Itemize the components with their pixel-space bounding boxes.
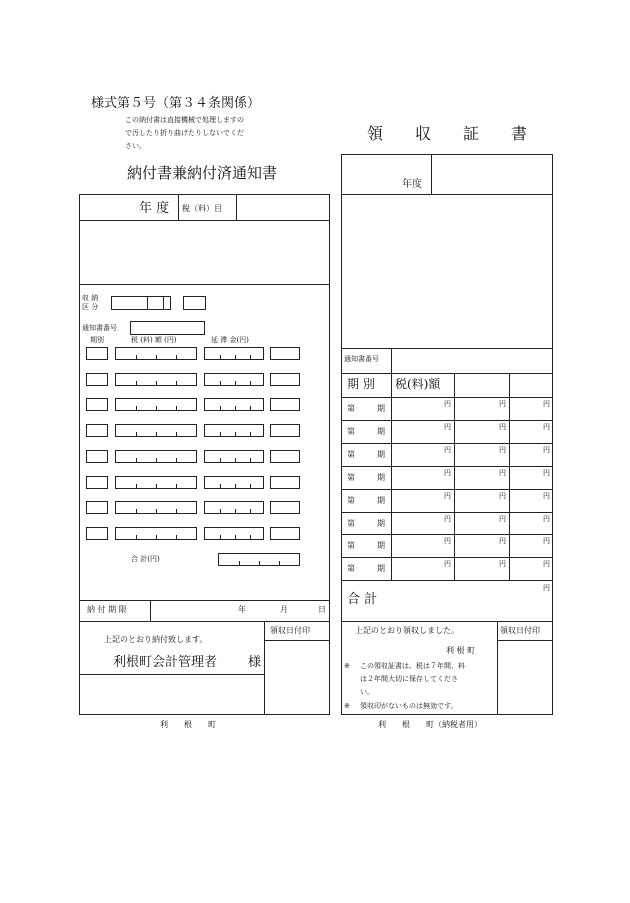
nofu-hi: 日 [318, 605, 326, 614]
period-yen-2: 円 [499, 446, 506, 454]
period-ki: 期 [377, 564, 385, 573]
period-dai: 第 [347, 427, 355, 436]
row-6-field-1[interactable] [86, 476, 108, 489]
row-3-field-3[interactable] [204, 398, 264, 411]
note1-line-2: は２年間大切に保存してくださ [360, 675, 458, 683]
row-6-field-4[interactable] [270, 476, 300, 489]
period-dai: 第 [347, 564, 355, 573]
row-8-field-1[interactable] [86, 527, 108, 540]
period-ki: 期 [377, 450, 385, 459]
row-5-field-2[interactable] [115, 450, 197, 463]
right-gokei: 合 計 [347, 592, 378, 607]
left-tsuchisho-label: 通知書番号 [82, 324, 117, 332]
period-yen-3: 円 [543, 492, 550, 500]
period-yen-3: 円 [543, 537, 550, 545]
row-7-field-3[interactable] [204, 501, 264, 514]
period-dai: 第 [347, 473, 355, 482]
row-7-field-2[interactable] [115, 501, 197, 514]
note2-mark: ※ [344, 702, 350, 710]
col-entaikin: 延 滞 金(円) [211, 336, 249, 344]
period-yen-2: 円 [499, 469, 506, 477]
row-4-field-3[interactable] [204, 424, 264, 437]
form-number: 様式第５号（第３４条関係） [91, 96, 261, 111]
shuno-kubun-field-2[interactable] [183, 296, 206, 310]
period-yen-1: 円 [444, 492, 451, 500]
right-zeigaku: 税(料)額 [395, 377, 441, 391]
row-3-field-4[interactable] [270, 398, 300, 411]
period-yen-3: 円 [543, 400, 550, 408]
period-yen-2: 円 [499, 515, 506, 523]
period-yen-2: 円 [499, 423, 506, 431]
col-kibetsu: 期別 [90, 336, 104, 344]
period-yen-1: 円 [444, 469, 451, 477]
period-yen-1: 円 [444, 537, 451, 545]
right-nendo: 年度 [402, 179, 422, 190]
period-yen-1: 円 [444, 400, 451, 408]
note1-line-3: い。 [360, 688, 374, 696]
row-1-field-3[interactable] [204, 347, 264, 360]
row-1-field-1[interactable] [86, 347, 108, 360]
row-2-field-2[interactable] [115, 373, 197, 386]
gokei-field[interactable] [218, 553, 300, 566]
nofu-tsuki: 月 [280, 605, 288, 614]
kaikei-kanrisha: 利根町会計管理者 [113, 655, 218, 670]
sama: 様 [248, 655, 262, 670]
period-yen-1: 円 [444, 515, 451, 523]
row-2-field-3[interactable] [204, 373, 264, 386]
left-footer: 利 根 町 [160, 720, 216, 729]
row-2-field-1[interactable] [86, 373, 108, 386]
period-yen-3: 円 [543, 446, 550, 454]
col-zeigaku: 税 (料) 額 (円) [131, 336, 177, 344]
right-footer: 利 根 町（納税者用） [378, 720, 482, 729]
period-ki: 期 [377, 496, 385, 505]
left-statement: 上記のとおり納付致します。 [104, 635, 208, 644]
left-nendo: 年 度 [139, 201, 170, 216]
period-dai: 第 [347, 450, 355, 459]
period-yen-1: 円 [444, 423, 451, 431]
row-5-field-3[interactable] [204, 450, 264, 463]
row-3-field-2[interactable] [115, 398, 197, 411]
period-yen-1: 円 [444, 446, 451, 454]
period-yen-1: 円 [444, 560, 451, 568]
shuno-kubun-field[interactable] [111, 296, 171, 310]
shuno-kubun-2: 区 分 [82, 303, 99, 311]
row-8-field-4[interactable] [270, 527, 300, 540]
right-gokei-yen: 円 [543, 584, 550, 592]
note1-mark: ※ [344, 662, 350, 670]
note-line-1: この納付書は直接機械で処理しますの [125, 116, 244, 124]
row-4-field-2[interactable] [115, 424, 197, 437]
period-dai: 第 [347, 496, 355, 505]
period-ki: 期 [377, 404, 385, 413]
period-dai: 第 [347, 519, 355, 528]
period-dai: 第 [347, 404, 355, 413]
right-statement: 上記のとおり領収しました。 [355, 626, 459, 635]
period-yen-3: 円 [543, 423, 550, 431]
period-ki: 期 [377, 519, 385, 528]
nofu-nen: 年 [238, 605, 246, 614]
period-yen-2: 円 [499, 492, 506, 500]
row-5-field-4[interactable] [270, 450, 300, 463]
left-zeimoku: 税（料）目 [182, 204, 222, 213]
period-yen-2: 円 [499, 400, 506, 408]
row-8-field-3[interactable] [204, 527, 264, 540]
note1-line-1: この領収証書は、税は７年間、料 [360, 662, 465, 670]
right-title: 領 収 証 書 [367, 124, 528, 143]
row-2-field-4[interactable] [270, 373, 300, 386]
row-1-field-4[interactable] [270, 347, 300, 360]
row-4-field-1[interactable] [86, 424, 108, 437]
row-6-field-2[interactable] [115, 476, 197, 489]
left-title: 納付書兼納付済通知書 [127, 164, 278, 182]
tsuchisho-number-field[interactable] [130, 321, 205, 335]
left-gokei: 合 計(円) [131, 555, 160, 563]
row-5-field-1[interactable] [86, 450, 108, 463]
row-4-field-4[interactable] [270, 424, 300, 437]
right-kibetsu: 期 別 [347, 377, 375, 391]
row-7-field-1[interactable] [86, 501, 108, 514]
period-dai: 第 [347, 541, 355, 550]
right-town: 利 根 町 [446, 646, 476, 655]
period-yen-3: 円 [543, 515, 550, 523]
period-ki: 期 [377, 427, 385, 436]
right-ryoshu-in: 領収日付印 [500, 626, 540, 635]
nofu-kigen-label: 納 付 期 限 [87, 605, 127, 614]
period-ki: 期 [377, 473, 385, 482]
note2-text: 領収印がないものは無効です。 [360, 702, 458, 710]
left-ryoshu-in: 領収日付印 [270, 626, 310, 635]
right-tsuchisho-label: 通知書番号 [344, 355, 379, 363]
shuno-kubun-1: 収 納 [82, 294, 99, 302]
period-yen-3: 円 [543, 469, 550, 477]
row-6-field-3[interactable] [204, 476, 264, 489]
row-3-field-1[interactable] [86, 398, 108, 411]
row-8-field-2[interactable] [115, 527, 197, 540]
period-ki: 期 [377, 541, 385, 550]
note-line-2: で汚したり折り曲げたりしないでくだ [125, 129, 244, 137]
row-7-field-4[interactable] [270, 501, 300, 514]
period-yen-2: 円 [499, 560, 506, 568]
note-line-3: さい。 [125, 142, 146, 150]
period-yen-3: 円 [543, 560, 550, 568]
row-1-field-2[interactable] [115, 347, 197, 360]
period-yen-2: 円 [499, 537, 506, 545]
